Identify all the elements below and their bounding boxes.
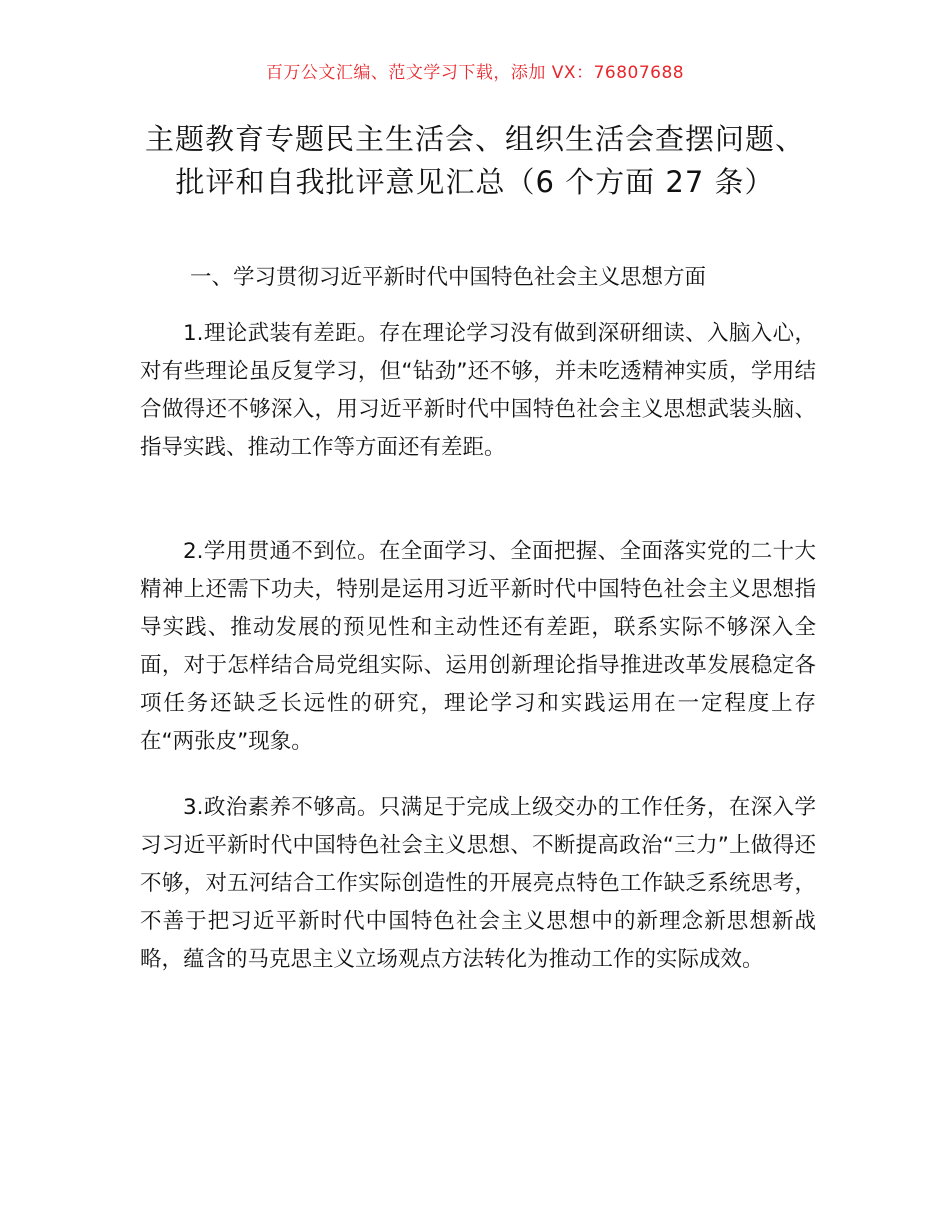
paragraph-1: 1.理论武装有差距。存在理论学习没有做到深研细读、入脑入心，对有些理论虽反复学习，但“钻劲”还不够，并未吃透精神实质，学用结合做得还不够深入，用习近平新时代中国特色社会主义思想武装头脑、指导实践、推动工作等方面还有差距。 <box>140 321 816 460</box>
paragraph-3: 3.政治素养不够高。只满足于完成上级交办的工作任务，在深入学习习近平新时代中国特色社会主义思想、不断提高政治“三力”上做得还不够，对五河结合工作实际创造性的开展亮点特色工作缺乏系统思考，不善于把习近平新时代中国特色社会主义思想中的新理念新思想新战略，蕴含的马克思主义立场观点方法转化为推动工作的实际成效。 <box>140 795 816 972</box>
section-heading-1: 一、学习贯彻习近平新时代中国特色社会主义思想方面 <box>190 265 707 290</box>
header-ad-line: 百万公文汇编、范文学习下载，添加 VX：76807688 <box>265 63 685 83</box>
document-title: 主题教育专题民主生活会、组织生活会查摆问题、批评和自我批评意见汇总（6 个方面 27 条） <box>144 122 805 199</box>
paragraph-2: 2.学用贯通不到位。在全面学习、全面把握、全面落实党的二十大精神上还需下功夫，特别是运用习近平新时代中国特色社会主义思想指导实践、推动发展的预见性和主动性还有差距，联系实际不够深入全面，对于怎样结合局党组实际、运用创新理论指导推进改革发展稳定各项任务还缺乏长远性的研究，理论学习和实践运用在一定程度上存在“两张皮”现象。 <box>140 539 816 754</box>
